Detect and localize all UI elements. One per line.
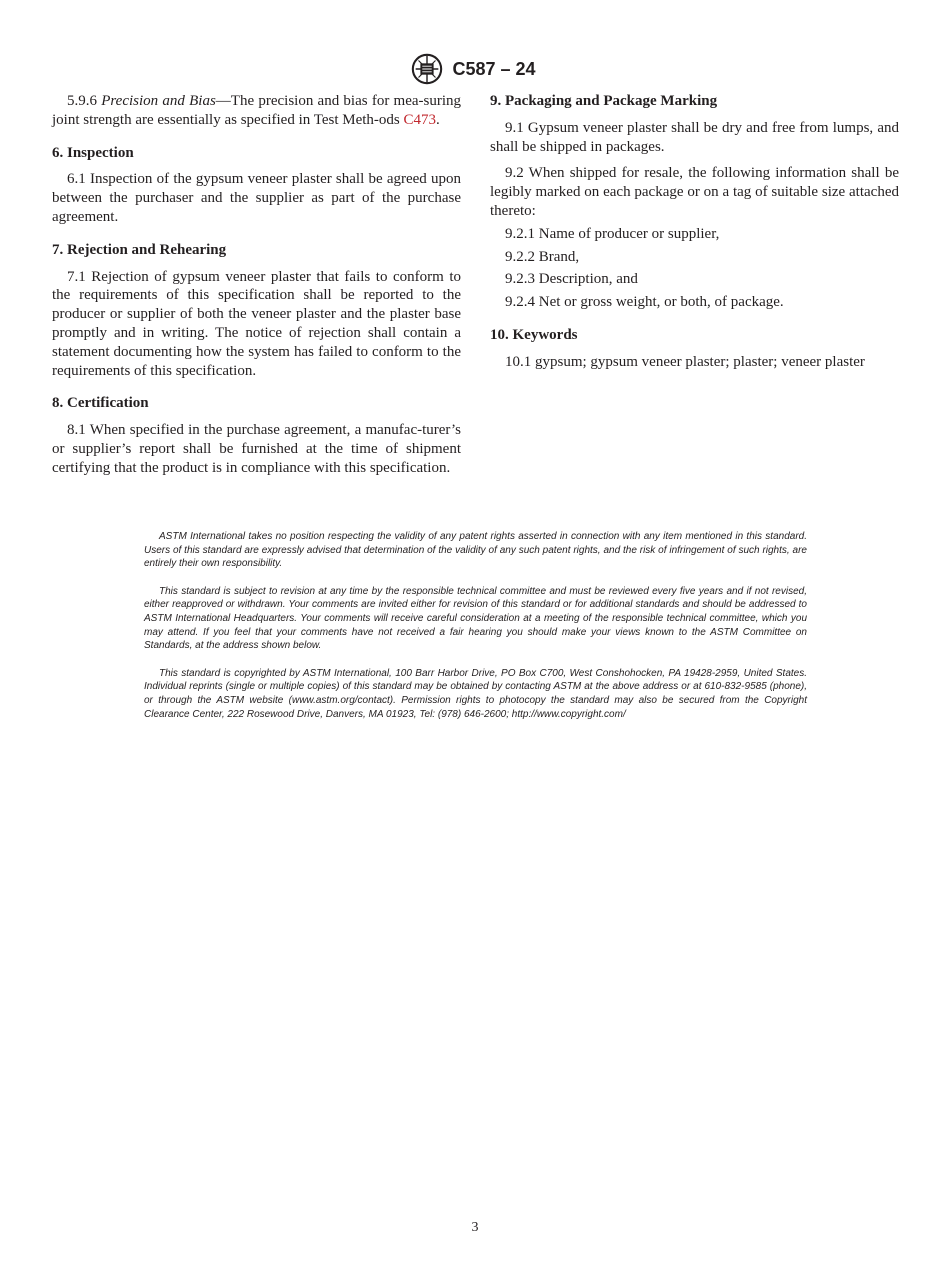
paragraph-7-1: 7.1 Rejection of gypsum veneer plaster that fails to conform to the requirements of this specification shall be reported to the producer or supplier of both the veneer plaster and the plaster base promptly and in writing. The notice of rejection shall contain a statement documenting how the system has failed to conform to the requirements of this specification. xyxy=(52,268,461,379)
copyright-notice: This standard is copyrighted by ASTM International, 100 Barr Harbor Drive, PO Box C700, West Conshohocken, PA 19428-2959, United States. Individual reprints (single or multiple copies) of this standard may be obtained by contacting ASTM at the above address or at 610-832-9585 (phone), or through the ASTM website (www.astm.org/contact). Permission rights to photocopy the standard may also be secured from the Copyright Clearance Center, 222 Rosewood Drive, Danvers, MA 01923, Tel: (978) 646-2600; http://www.copyright.com/ xyxy=(144,667,807,720)
paragraph-9-2: 9.2 When shipped for resale, the following information shall be legibly marked on each package or on a tag of suitable size attached thereto: xyxy=(490,165,899,219)
paragraph-6-1: 6.1 Inspection of the gypsum veneer plaster shall be agreed upon between the purchaser and the supplier as part of the purchase agreement. xyxy=(52,171,461,225)
paragraph-8-1: 8.1 When specified in the purchase agreement, a manufac-turer’s or supplier’s report shall be furnished at the time of shipment certifying that the product is in compliance with this specification. xyxy=(52,422,461,476)
astm-logo-icon xyxy=(408,52,446,86)
section-heading-packaging: 9. Packaging and Package Marking xyxy=(490,93,718,109)
paragraph-number: 5.9.6 xyxy=(67,93,97,109)
list-item: 9.2.2 Brand, xyxy=(505,248,580,265)
c473-link[interactable]: C473 xyxy=(403,111,437,128)
right-column xyxy=(490,92,899,372)
standard-designation: C587 – 24 xyxy=(452,58,536,79)
paragraph-5-9-6 xyxy=(52,92,461,130)
left-column xyxy=(52,92,461,478)
section-heading-certification: 8. Certification xyxy=(52,395,149,412)
paragraph-9-1: 9.1 Gypsum veneer plaster shall be dry and free from lumps, and shall be shipped in packages. xyxy=(490,119,899,155)
list-item: 9.2.3 Description, and xyxy=(505,271,638,288)
page-number: 3 xyxy=(471,1220,479,1235)
section-heading-keywords: 10. Keywords xyxy=(490,326,578,343)
list-item: 9.2.1 Name of producer or supplier, xyxy=(505,225,720,242)
astm-notice xyxy=(144,530,807,721)
section-heading-inspection: 6. Inspection xyxy=(52,144,134,161)
section-heading-rejection: 7. Rejection and Rehearing xyxy=(52,241,227,258)
list-item: 9.2.4 Net or gross weight, or both, of package. xyxy=(505,294,784,311)
page-header xyxy=(0,52,950,86)
paragraph-text: —The precision and bias for mea-suring joint strength are essentially as specified in Test Meth-ods xyxy=(52,93,462,128)
patent-notice: ASTM International takes no position respecting the validity of any patent rights asserted in connection with any item mentioned in this standard. Users of this standard are expressly advised that determination of the validity of any such patent rights, and the risk of infringement of such rights, are entirely their own responsibility. xyxy=(144,531,807,570)
paragraph-text-end: . xyxy=(436,111,440,128)
paragraph-10-1: 10.1 gypsum; gypsum veneer plaster; plaster; veneer plaster xyxy=(505,353,865,370)
paragraph-title: Precision and Bias xyxy=(101,93,216,109)
revision-notice: This standard is subject to revision at any time by the responsible technical committee and must be reviewed every five years and if not revised, either reapproved or withdrawn. Your comments are invited either for revision of this standard or for additional standards and should be addressed to ASTM International Headquarters. Your comments will receive careful consideration at a meeting of the responsible technical committee, which you may attend. If you feel that your comments have not received a fair hearing you should make your views known to the ASTM Committee on Standards, at the address shown below. xyxy=(144,585,807,652)
